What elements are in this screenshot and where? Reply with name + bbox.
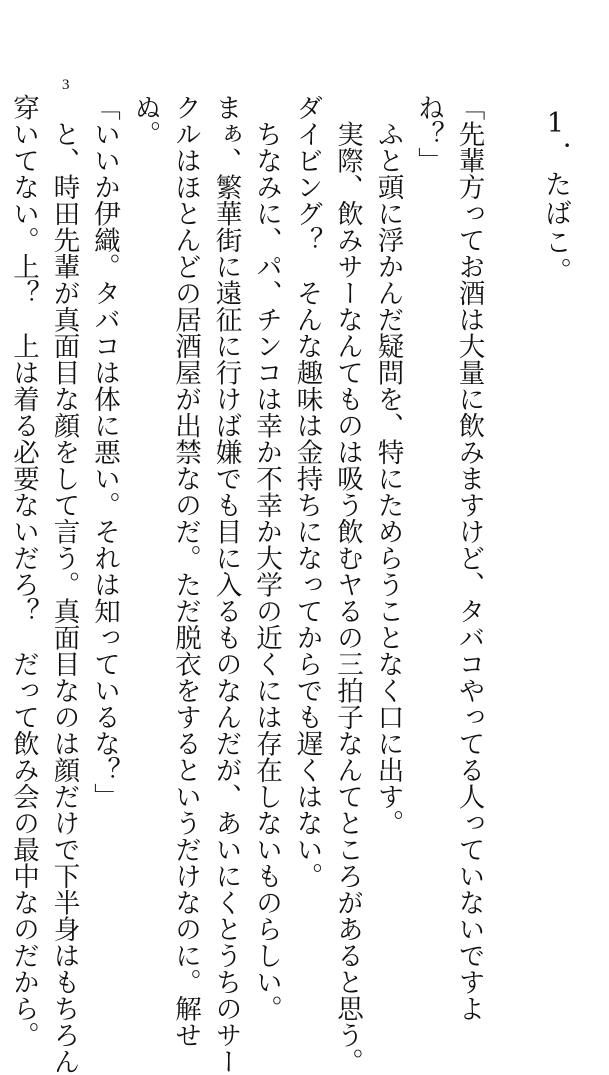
text-line: 実際、飲みサーなんてものは吸う飲むヤるの三拍子なんてところがあると思う。 (332, 94, 363, 1075)
text-line: 穿いてない。上？ 上は着る必要ないだろ？ だって飲み会の最中なのだから。 (8, 94, 39, 1048)
text-line: クルはほとんどの居酒屋が出禁なのだ。ただ脱衣をするというだけなのに。解せ (170, 94, 201, 1048)
chapter-title: 1．たばこ。 (540, 108, 571, 286)
text-line: と、時田先輩が真面目な顔をして言う。真面目なのは顔だけで下半身はもちろん (48, 94, 80, 1075)
text-line: 「先輩方ってお酒は大量に飲みますけど、タバコやってる人っていないですよ (453, 94, 485, 1022)
page-number: 3 (62, 77, 70, 93)
text-line: ね？」 (413, 94, 444, 174)
text-line: 「いいか伊織。タバコは体に悪い。それは知っているな？」 (89, 94, 120, 810)
text-line: まぁ、繁華街に遠征に行けば嫌でも目に入るものなんだが、あいにくとうちのサー (210, 94, 242, 1075)
text-line (0, 94, 3, 854)
text-line: ぬ。 (129, 94, 161, 147)
text-line: ちなみに、パ、チンコは幸か不幸か大学の近くには存在しないものらしい。 (251, 94, 282, 1022)
text-line: ふと頭に浮かんだ疑問を、特にためらうことなく口に出す。 (372, 94, 404, 836)
text-line: ダイビング？ そんな趣味は金持ちになってからでも遅くはない。 (291, 94, 323, 889)
body-text (0, 94, 575, 1075)
